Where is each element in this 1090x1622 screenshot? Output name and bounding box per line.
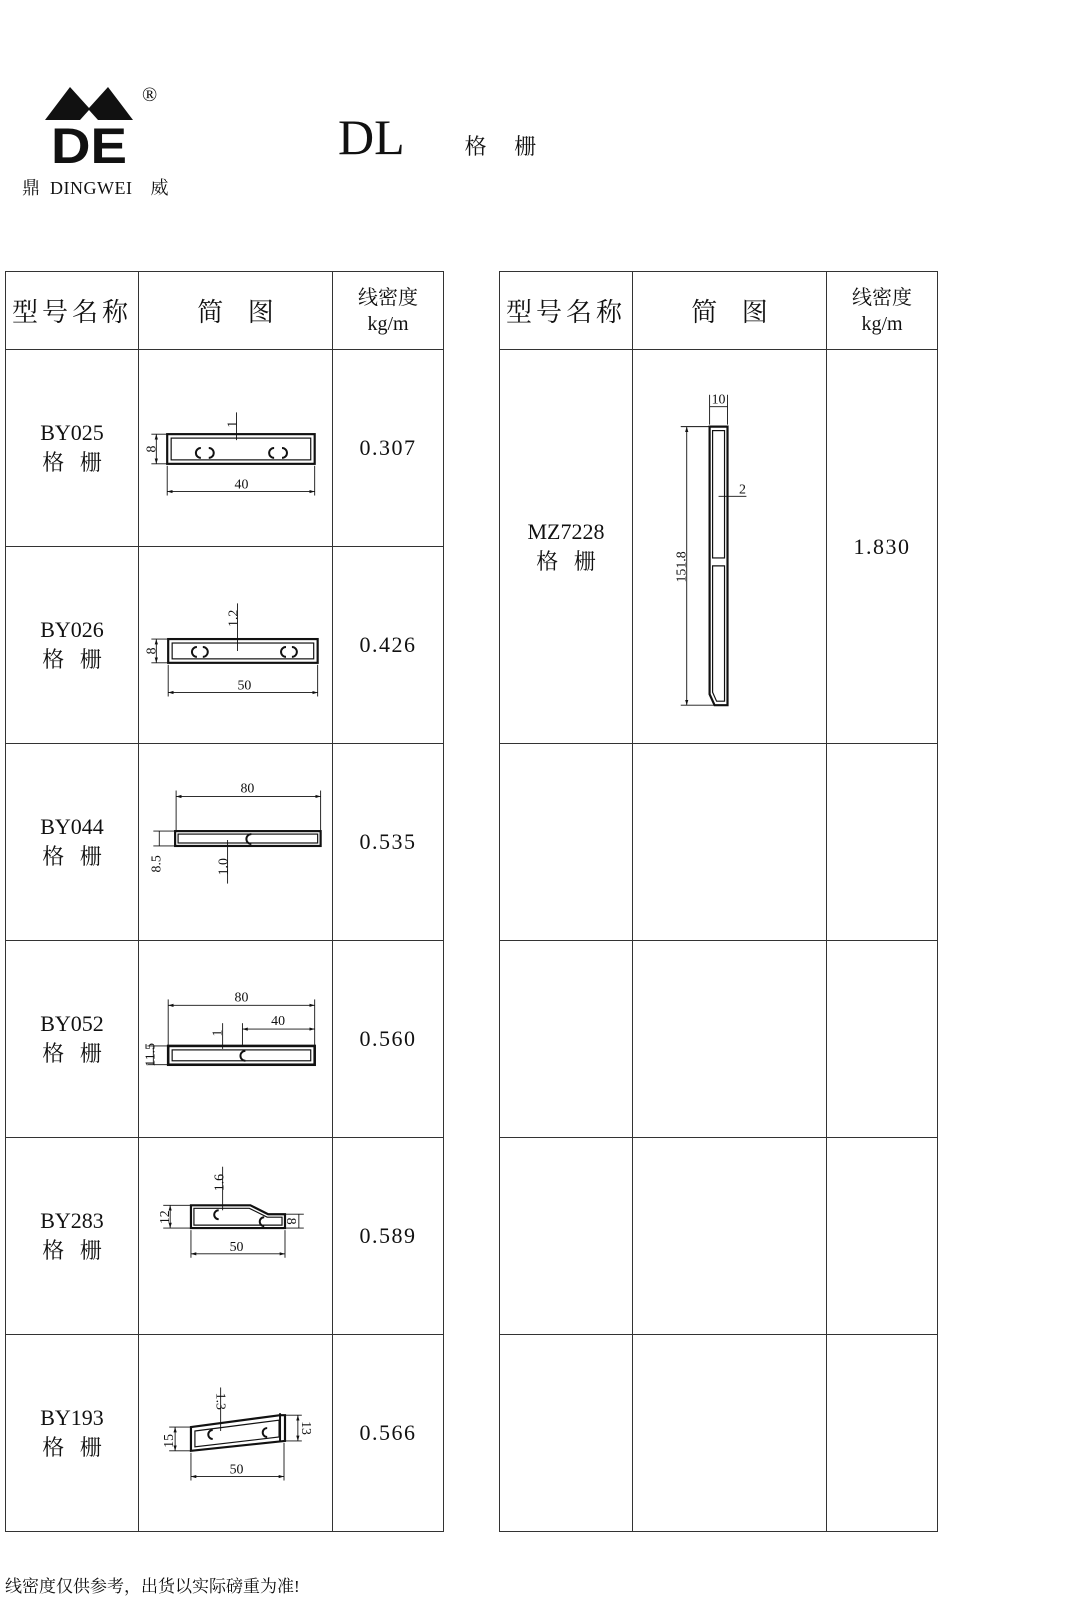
model-name: 格 栅 [536,548,596,574]
clip-hook [196,448,214,458]
clip-hook [269,448,287,458]
page-title [338,106,536,168]
dim-width: 50 [237,677,252,693]
density-cell: 1.830 [827,350,938,744]
density-cell [827,1335,938,1532]
profile-diagram-by044 [139,745,332,940]
dim-height: 8 [143,445,159,452]
series-name: 格 栅 [464,134,537,159]
clip-hook [263,1428,267,1437]
table-row [6,744,444,941]
profile-diagram-by052 [139,942,332,1137]
density-cell [827,744,938,941]
dim-wall: 1.0 [215,857,231,875]
diagram-cell [633,350,827,744]
dim-wall: 1.6 [211,1173,227,1191]
header-diagram: 简 图 [633,272,827,350]
profile-diagram-by283 [139,1139,332,1334]
diagram-cell [633,744,827,941]
footer-note: 线密度仅供参考，出货以实际磅重为准! [5,1577,300,1596]
brand-caption [22,174,168,200]
model-code: BY026 [40,617,104,642]
dim-wall: 1 [224,420,240,428]
clip-hook [214,1210,218,1219]
header-diagram: 简 图 [139,272,333,350]
dim-height: 12 [157,1209,173,1224]
profile-diagram-by193 [139,1336,332,1531]
dim-height: 8.5 [148,854,164,872]
profile-inner [194,1208,282,1225]
header-density-label: 线密度 [358,286,418,309]
profile-inner [171,438,311,460]
dim-half-width: 40 [271,1012,285,1028]
brand-cn-right: 威 [150,178,169,198]
table-row [6,1138,444,1335]
header-density [333,272,444,350]
dim-wall: 1.2 [225,609,241,627]
clip-hook [208,1430,212,1439]
spec-table-left [5,271,444,1532]
model-code: BY025 [40,420,104,445]
header-model: 型号名称 [500,272,633,350]
spec-table-right [499,271,938,1532]
dim-width: 50 [229,1461,244,1477]
dim-width: 80 [240,780,255,796]
model-cell [6,941,139,1138]
model-cell [6,744,139,941]
diagram-cell [139,744,333,941]
header-density-label: 线密度 [852,286,912,309]
table-row [6,1335,444,1532]
density-cell [827,941,938,1138]
model-name: 格 栅 [42,844,102,869]
model-name: 格 栅 [42,1041,102,1066]
dim-wall: 2 [738,481,746,497]
table-row-empty [500,941,938,1138]
model-name: 格 栅 [42,450,102,475]
dim-wall: 1 [209,1029,225,1037]
table-row [6,350,444,547]
dim-width: 80 [234,988,249,1004]
density-cell: 0.566 [333,1335,444,1532]
table-header-row [6,272,444,350]
dim-end-height: 8 [283,1217,299,1225]
clip-hook [281,646,297,656]
model-cell [500,350,633,744]
dim-height: 15 [161,1433,177,1448]
diagram-cell [633,941,827,1138]
table-row-empty [500,1335,938,1532]
model-cell [500,1335,633,1532]
model-cell [500,744,633,941]
dim-height: 11.5 [142,1042,158,1067]
brand-name-en: DINGWEI [50,178,133,198]
diagram-cell [139,547,333,744]
dim-width: 10 [711,392,726,408]
table-row [500,350,938,547]
table-row-empty [500,744,938,941]
model-code: MZ7228 [527,518,605,544]
density-cell [827,1138,938,1335]
clip-hook [240,1050,245,1060]
model-cell [500,1138,633,1335]
model-cell [6,350,139,547]
density-cell: 0.426 [333,547,444,744]
diagram-cell [633,1138,827,1335]
series-code: DL [338,109,405,165]
header-density-unit: kg/m [861,312,903,335]
profile-chamber [713,430,725,557]
model-cell [6,547,139,744]
profile-diagram-mz7228 [633,351,826,743]
diagram-cell [139,350,333,547]
diagram-cell [139,1138,333,1335]
profile-diagram-by025 [139,351,332,546]
table-header-row [500,272,938,350]
model-name: 格 栅 [42,647,102,672]
dim-width: 40 [234,476,249,492]
model-name: 格 栅 [42,1435,102,1460]
header-density-unit: kg/m [367,312,409,335]
model-code: BY283 [40,1208,104,1233]
dim-length: 151.8 [674,550,690,583]
registered-mark: ® [142,84,158,106]
table-row [6,547,444,744]
clip-hook [192,646,208,656]
density-cell: 0.589 [333,1138,444,1335]
brand-logo [40,84,140,170]
model-cell [500,941,633,1138]
model-code: BY193 [40,1405,104,1430]
logo-mark: DE [51,118,127,170]
dim-wall: 1.3 [213,1392,229,1410]
diagram-cell [139,941,333,1138]
header-model: 型号名称 [6,272,139,350]
dim-height: 8 [143,646,159,654]
density-cell: 0.307 [333,350,444,547]
profile-chamber [713,565,725,700]
table-row-empty [500,1138,938,1335]
header-density [827,272,938,350]
density-cell: 0.535 [333,744,444,941]
diagram-cell [139,1335,333,1532]
model-code: BY044 [40,814,104,839]
density-cell: 0.560 [333,941,444,1138]
table-row [6,941,444,1138]
model-name: 格 栅 [42,1238,102,1263]
dim-width: 50 [229,1238,244,1254]
dim-end-height: 13 [298,1420,314,1435]
brand-cn-left: 鼎 [22,178,40,198]
model-cell [6,1335,139,1532]
diagram-cell [633,1335,827,1532]
model-code: BY052 [40,1011,104,1036]
model-cell [6,1138,139,1335]
profile-diagram-by026 [139,548,332,743]
